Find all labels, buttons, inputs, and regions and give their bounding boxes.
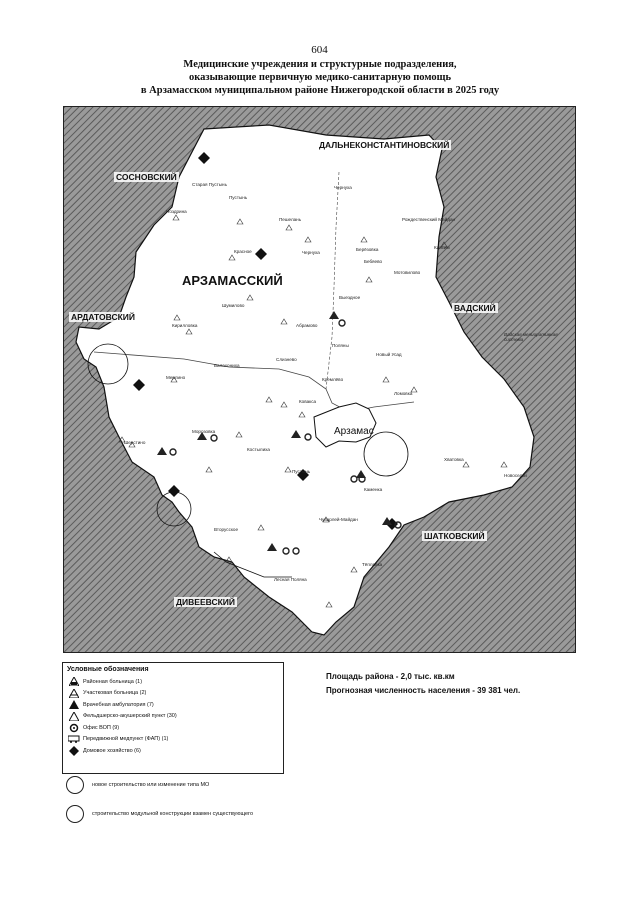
village-label: Каменка	[364, 487, 383, 492]
village-label: Шерстино	[124, 440, 146, 445]
village-label: Лесная Поляна	[274, 577, 307, 582]
map-canvas	[64, 107, 575, 652]
neighbor-label-ardatovsky: АРДАТОВСКИЙ	[71, 312, 135, 322]
village-label: Слизнево	[276, 357, 297, 362]
feldsher-station-icon	[68, 711, 80, 721]
local-hospital-icon	[68, 688, 80, 698]
village-label: Ломовка	[394, 391, 413, 396]
village-label: Вторусское	[214, 527, 239, 532]
map-title	[60, 58, 580, 97]
district-map[interactable]	[63, 106, 576, 653]
village-label: Кирилловка	[172, 323, 198, 328]
note-new-construction: новое строительство или изменение типа МО	[66, 776, 209, 794]
village-label: Пустынь	[292, 469, 311, 474]
legend-item: Домовое хозяйство (6)	[68, 745, 283, 757]
circle-icon	[66, 805, 84, 823]
page-number: 604	[311, 44, 328, 56]
village-label: Пешелань	[279, 217, 302, 222]
village-label: Шумилово	[222, 303, 245, 308]
neighbor-label-shatkovsky: ШАТКОВСКИЙ	[424, 531, 485, 541]
village-label: Мотовилово	[394, 270, 421, 275]
title-line-2: оказывающие первичную медико-санитарную помощь	[188, 72, 452, 83]
legend-title: Условные обозначения	[67, 666, 149, 673]
village-label: Тёпловка	[362, 562, 383, 567]
population-stat: Прогнозная численность населения - 39 381 чел.	[326, 686, 521, 695]
village-label: Балахониха	[214, 363, 240, 368]
village-label: Морозовка	[192, 429, 216, 434]
village-label: Костылиха	[247, 447, 270, 452]
neighbor-label-dalnekonstantinovsky: ДАЛЬНЕКОНСТАНТИНОВСКИЙ	[319, 140, 450, 150]
legend-item: Офис ВОП (9)	[68, 722, 283, 734]
legend-item: Районная больница (1)	[68, 676, 283, 688]
neighbor-label-diveevsky: ДИВЕЕВСКИЙ	[176, 597, 236, 607]
village-label: Старая Пустынь	[192, 182, 227, 187]
village-label: Пустынь	[229, 195, 248, 200]
gp-office-icon	[68, 723, 80, 733]
note-modular-construction: строительство модульной конструкции взамен существующего	[66, 805, 253, 823]
city-label-arzamas: Арзамас	[334, 426, 374, 437]
village-label: Чернуха	[334, 185, 352, 190]
household-icon	[68, 746, 80, 756]
village-label: Поляны	[332, 343, 349, 348]
legend-item: Передвижной медпункт (ФАП) (1)	[68, 734, 283, 746]
outpatient-clinic-icon	[68, 700, 80, 710]
village-label: Рождественский Майдан	[402, 217, 456, 222]
village-label: Бебяево	[364, 259, 383, 264]
village-label: Хватовка	[444, 457, 464, 462]
village-label: Новый Усад	[376, 352, 402, 357]
district-label: АРЗАМАССКИЙ	[182, 273, 283, 288]
district-hospital-icon	[68, 677, 80, 687]
village-label: Красное	[234, 249, 252, 254]
village-label: Абрамово	[296, 323, 318, 328]
legend-item: Участковая больница (2)	[68, 688, 283, 700]
neighbor-label-vadsky: ВАДСКИЙ	[454, 303, 496, 313]
village-label: Ковакса	[299, 399, 317, 404]
title-line-1: Медицинские учреждения и структурные подразделения,	[183, 59, 457, 70]
mobile-fap-icon	[68, 734, 80, 744]
vadsky-side-note: Вадская мелиоративная система	[504, 332, 558, 342]
village-label: Берёзовка	[356, 247, 379, 252]
village-label: Чуварлей-Майдан	[319, 517, 358, 522]
village-label: Чернуха	[302, 250, 320, 255]
area-stat: Площадь района - 2,0 тыс. кв.км	[326, 672, 455, 681]
legend-item: Врачебная амбулатория (7)	[68, 699, 283, 711]
village-label: Ноздрина	[166, 209, 187, 214]
village-label: Новоселки	[504, 473, 527, 478]
village-label: Мерлино	[166, 375, 186, 380]
village-label: Кавсим	[434, 245, 450, 250]
village-label: Выездное	[339, 295, 361, 300]
village-label: Кремлёво	[322, 377, 344, 382]
neighbor-label-sosnovsky: СОСНОВСКИЙ	[116, 172, 177, 182]
title-line-3: в Арзамасском муниципальном районе Нижегородской области в 2025 году	[140, 85, 500, 96]
legend-item: Фельдшерско-акушерский пункт (30)	[68, 711, 283, 723]
circle-icon	[66, 776, 84, 794]
legend	[62, 662, 284, 774]
